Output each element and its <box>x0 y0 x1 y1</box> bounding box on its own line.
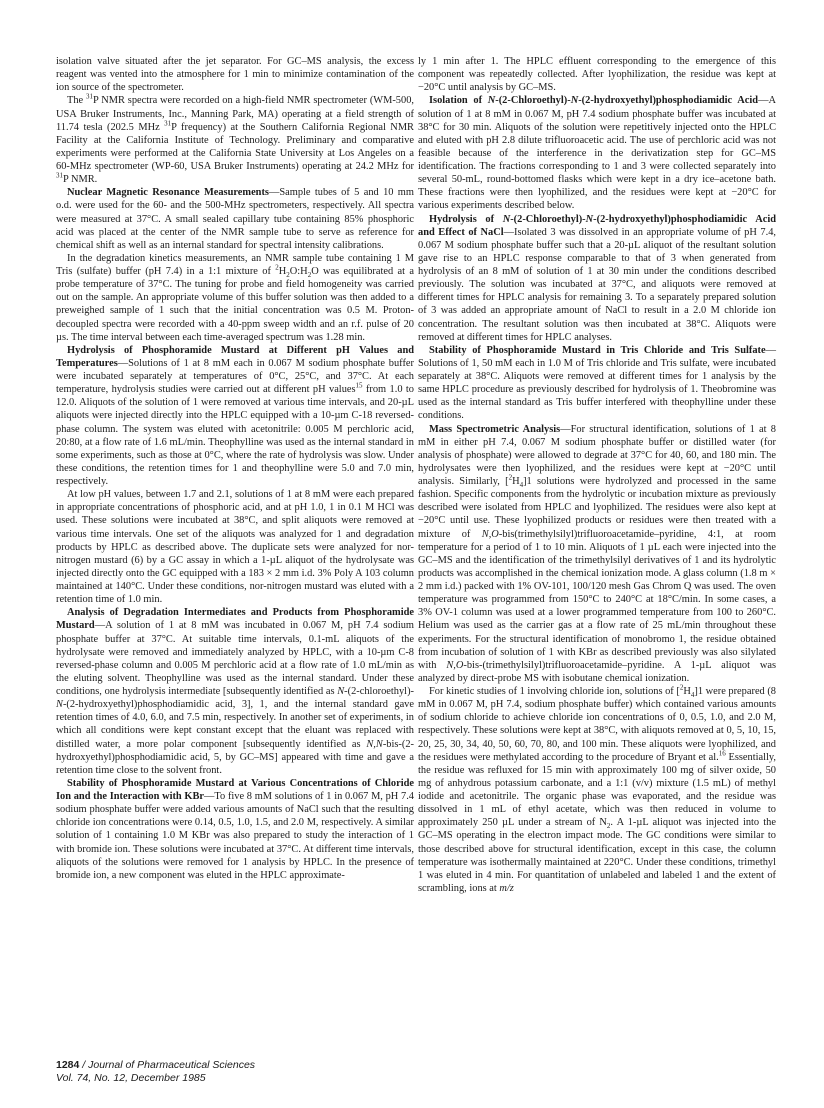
section-heading: Stability of Phosphoramide Mustard at Various Concentrations of Chloride Ion and the Interaction with KBr <box>56 777 414 802</box>
section-heading: Isolation of N-(2-Chloroethyl)-N-(2-hydroxyethyl)phosphodiamidic Acid <box>429 95 759 107</box>
paragraph: Hydrolysis of Phosphoramide Mustard at Different pH Values and Temperatures—Solutions of 1 at 8 mM each in 0.067 M sodium phosphate buffer were incubated separately at temperatures of 0°C, 25°C, and 37°C. At each temperature, hydrolysis studies were carried out at different pH values$^{15}$ from 1.0 to 12.0. Aliquots of the solution of 1 were removed at various time intervals, and 20-µL aliquots were injected directly into the HPLC equipped with a 10-µm C-18 reversed-phase column. The system was eluted with acetonitrile: 0.005 M perchloric acid, 20:80, at a flow rate of 1.6 mL/min. Theophylline was used as the internal standard in some experiments, such as those at 0°C, where the rate of hydrolysis was slow. Under these conditions, the retention times for 1 and theophylline were 5.0 and 7.0 min, respectively. <box>56 344 414 487</box>
paragraph: isolation valve situated after the jet separator. For GC–MS analysis, the excess reagent was vented into the atmosphere for 1 min to minimize contamination of the ion source of the spectrometer. <box>56 56 414 94</box>
section-heading: Stability of Phosphoramide Mustard in Tris Chloride and Tris Sulfate <box>429 344 766 356</box>
journal-name: / Journal of Pharmaceutical Sciences <box>79 1059 256 1071</box>
paragraph: Stability of Phosphoramide Mustard at Various Concentrations of Chloride Ion and the Interaction with KBr—To five 8 mM solutions of 1 in 0.067 M, pH 7.4 sodium phosphate buffer were added various amounts of NaCl such that the resulting chloride ion concentrations were 0.14, 0.5, 1.0, 1.5, and 2.0 M, respectively. A similar solution of 1 containing 1.0 M KBr was also prepared to study the interaction of 1 with bromide ion. These solutions were incubated at 37°C. At different time intervals, aliquots of the solutions were removed for 1 analysis by HPLC. In the presence of bromide ion, a new component was eluted in the HPLC approximate- <box>56 777 414 881</box>
paragraph: Isolation of N-(2-Chloroethyl)-N-(2-hydroxyethyl)phosphodiamidic Acid—A solution of 1 at 8 mM in 0.067 M, pH 7.4 sodium phosphate buffer was incubated at 38°C for 30 min. Aliquots of the solution were repetitively injected onto the HPLC and eluted with pH 2.8 dilute trifluoroacetic acid. The use of perchloric acid was not feasible because of the interference in the derivatization step for GC–MS identification. The fractions corresponding to 1 and 3 were collected separately into several 50-mL, round-bottomed flasks which were kept in a dry ice–acetone bath. These fractions were then lyophilized, and the residues were kept at −20°C for various experiments described below. <box>418 95 776 212</box>
right-column <box>418 55 776 895</box>
paragraph: At low pH values, between 1.7 and 2.1, solutions of 1 at 8 mM were each prepared in appropriate concentrations of phosphoric acid, and at pH 1.0, 1 in 0.1 M HCl was used. These solutions were incubated at 38°C, and split aliquots were removed at various time intervals. One set of the aliquots was analyzed for 1 and degradation products by HPLC as described above. The duplicate sets were analyzed for nor-nitrogen mustard (6) by a GC assay in which a 1-µL aliquot of the hydrolysate was injected directly onto the GC equipped with a 183 × 2 mm i.d. 3% Poly A 103 column maintained at 140°C. Under these conditions, nor-nitrogen mustard was eluted with a retention time of 1.0 min. <box>56 489 414 606</box>
left-column <box>56 55 414 882</box>
paragraph: The $^{31}$P NMR spectra were recorded on a high-field NMR spectrometer (WM-500, USA Bruker Instruments, Inc., Manning Park, MA) operating at a field strength of 11.74 tesla (202.5 MHz $^{31}$P frequency) at the Southern California Regional NMR Facility at the California Institute of Technology. Preliminary and comparative experiments were performed at the California State University at Los Angeles on a 60-MHz spectrometer (WP-60, USA Bruker Instruments) operating at 24.2 MHz for $^{31}$P NMR. <box>56 92 414 186</box>
volume-issue: Vol. 74, No. 12, December 1985 <box>56 1072 206 1084</box>
section-heading: Hydrolysis of Phosphoramide Mustard at Different pH Values and Temperatures <box>56 344 414 369</box>
paragraph: For kinetic studies of 1 involving chloride ion, solutions of $[^2H_4]1$ were prepared (8 mM in 0.067 M, pH 7.4, sodium phosphate buffer) which contained various amounts of sodium chloride to achieve chloride ion concentrations of 0, 0.5, 1.0, and 2.0 M, respectively. These solutions were kept at 38°C, with aliquots removed at 0, 5, 10, 15, 20, 25, 30, 34, 40, 50, 60, 70, 80, and 100 min. These aliquots were lyophilized, and the residues were methylated according to the procedure of Bryant et al.$^{16}$ Essentially, the residue was refluxed for 15 min with approximately 100 mg of silver oxide, 50 mg of anhydrous potassium carbonate, and a 1:1 (v/v) mixture (1.5 mL) of methyl iodide and acetonitrile. The organic phase was evaporated, and the residue was dissolved in 1 mL of ethyl acetate, which was then reduced in volume to approximately 250 µL under a stream of $N_2$. A 1-µL aliquot was injected into the GC–MS operating in the electron impact mode. The GC conditions were similar to those described above for structural identification, except in this case, the column temperature was isothermally maintained at 220°C. Under these conditions, trimethyl 1 was eluted in 4 min. For quantitation of unlabeled and labeled 1 and the extent of scrambling, ions at m/z <box>418 683 777 894</box>
paragraph: Nuclear Magnetic Resonance Measurements—Sample tubes of 5 and 10 mm o.d. were used for the 60- and the 500-MHz spectrometers, respectively. All spectra were measured at 37°C. A small sealed capillary tube containing 85% phosphoric acid was placed at the center of the NMR sample tube to serve as reference for chemical shift as well as an internal standard for spectral intensity calibrations. <box>56 187 414 251</box>
section-heading: Analysis of Degradation Intermediates and Products from Phosphoramide Mustard <box>56 607 414 632</box>
paragraph: Mass Spectrometric Analysis—For structural identification, solutions of 1 at 8 mM in either pH 7.4, 0.067 M sodium phosphate buffer or distilled water (for analysis of phosphate) were allowed to degrade at 37°C for 40, 60, and 180 min. The hydrolysates were then lyophilized, and the residues were kept at −20°C until analysis. Similarly, $[^2H_4]1$ solutions were hydrolyzed and processed in the same fashion. Specific components from the hydrolytic or incubation mixture as previously described were isolated from HPLC and lyophilized. The residues were also kept at −20°C until use. These lyophilized products or residues were then treated with a mixture of N,O-bis(trimethylsilyl)trifluoroacetamide–pyridine, 4:1, at room temperature for a period of 1 to 10 min. Aliquots of 1 µL each were injected into the GC–MS and the identification of the trimethylsilyl derivatives of 1 and its hydrolytic products was accomplished in the chemical ionization mode. A glass column (1.8 m × 2 mm i.d.) packed with 1% OV-101, 100/120 mesh Gas Chrom Q was used. The oven temperature was programmed from 150°C to 240°C at 18°C/min. In some cases, a 3% OV-1 column was used at a lower programmed temperature from 100 to 260°C. Helium was used as the carrier gas at a flow rate of 25 mL/min throughout these experiments. For the structural identification of monobromo 1, the residue obtained from incubation of solution of 1 with KBr as described previously was also silylated with N,O-bis-(trimethylsilyl)trifluoroacetamide–pyridine. A 1-µL aliquot was analyzed by direct-probe MS with isobutane chemical ionization. <box>418 423 777 684</box>
paragraph: Analysis of Degradation Intermediates and Products from Phosphoramide Mustard—A solution of 1 at 8 mM was incubated in 0.067 M, pH 7.4 sodium phosphate buffer at 37°C. At suitable time intervals, 0.1-mL aliquots of the hydrolysate were removed and immediately analyzed by HPLC, with a 10-µm C-8 reversed-phase column and 0.005 M perchloric acid at a flow rate of 1.0 mL/min as the eluting solvent. Theophylline was used as the internal standard. Under these conditions, one hydrolysis intermediate [subsequently identified as N-(2-chloroethyl)-N-(2-hydroxyethyl)phosphodiamidic acid, 3], 1, and the internal standard gave retention times of 4.0, 6.0, and 7.5 min, respectively. In another set of experiments, in which all conditions were kept constant except that the eluant was replaced with distilled water, a more polar component [subsequently identified as N,N-bis-(2-hydroxyethyl)phosphodiamidic acid, 5, by GC–MS] appeared with time and gave a retention time close to the solvent front. <box>56 607 414 776</box>
section-heading: Hydrolysis of N-(2-Chloroethyl)-N-(2-hydroxyethyl)phosphodiamidic Acid and Effect of NaCl <box>418 213 776 238</box>
section-heading: Nuclear Magnetic Resonance Measurements <box>67 187 269 199</box>
journal-citation <box>56 1059 255 1072</box>
page-number: 1284 <box>56 1059 80 1071</box>
paragraph: In the degradation kinetics measurements, an NMR sample tube containing 1 M Tris (sulfate) buffer (pH 7.4) in a 1:1 mixture of $^2H_2O:H_2O$ was equilibrated at a probe temperature of 37°C. The tuning for probe and field homogeneity was carried out on the sample. An appropriate volume of this buffer solution was then added to a preweighed sample of 1 such that the initial concentration was 0.5 M. Proton-decoupled spectra were recorded with a 40-ppm sweep width and an r.f. pulse of 20 µs. The time interval between each time-averaged spectrum was 1.28 min. <box>56 252 414 343</box>
paragraph: Hydrolysis of N-(2-Chloroethyl)-N-(2-hydroxyethyl)phosphodiamidic Acid and Effect of NaCl—Isolated 3 was dissolved in an appropriate volume of pH 7.4, 0.067 M sodium phosphate buffer such that a 20-µL aliquot of the resultant solution gave rise to an HPLC response comparable to that of 3 when generated from hydrolysis of an 8 mM of solution of 1 at 30 min under the conditions described previously. The solution was incubated at 37°C, and aliquots were removed at different times for HPLC analysis for remaining 3. To a separately prepared solution of 3 was added an appropriate amount of NaCl to result in a 2.0 M chloride ion concentration. The resultant solution was then incubated at 38°C. Aliquots were removed at different times for HPLC analyses. <box>418 213 776 343</box>
paragraph: Stability of Phosphoramide Mustard in Tris Chloride and Tris Sulfate—Solutions of 1, 50 mM each in 1.0 M of Tris chloride and Tris sulfate, were incubated separately at 38°C. Aliquots were removed at different times for 1 analysis by the same HPLC procedure as previously described for hydrolysis of 1. Theobromine was used as the internal standard as Tris buffer interfered with theophylline under these conditions. <box>418 344 776 422</box>
section-heading: Mass Spectrometric Analysis <box>429 423 561 435</box>
page-footer <box>56 1059 255 1085</box>
paragraph: ly 1 min after 1. The HPLC effluent corresponding to the emergence of this component was repeatedly collected. After lyophilization, the residue was kept at −20°C until analysis by GC–MS. <box>418 56 776 94</box>
